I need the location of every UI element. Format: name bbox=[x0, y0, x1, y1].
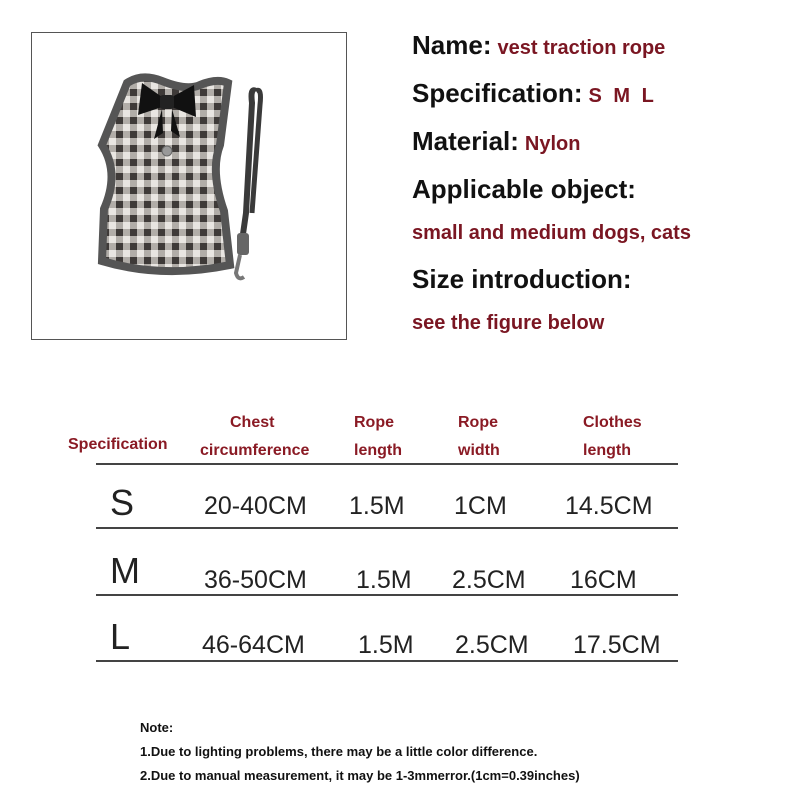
row-size-m: M bbox=[110, 550, 140, 591]
header-rope-width-2: width bbox=[458, 442, 500, 459]
header-chest-1: Chest bbox=[230, 414, 275, 431]
size-row bbox=[412, 264, 632, 295]
row-m-chest: 36-50CM bbox=[204, 566, 307, 594]
specification-row bbox=[412, 78, 657, 109]
header-specification: Specification bbox=[68, 436, 168, 453]
row-s-clothes-length: 14.5CM bbox=[565, 492, 653, 520]
table-divider bbox=[96, 660, 678, 662]
header-clothes-length-1: Clothes bbox=[583, 414, 642, 431]
leash-icon bbox=[236, 90, 261, 278]
row-s-rope-width: 1CM bbox=[454, 492, 507, 520]
specification-label: Specification: bbox=[412, 78, 583, 108]
header-clothes-length-2: length bbox=[583, 442, 631, 459]
header-rope-width-1: Rope bbox=[458, 414, 498, 431]
size-value-row bbox=[412, 312, 604, 335]
row-size-l: L bbox=[110, 616, 131, 657]
product-photo bbox=[31, 32, 347, 340]
size-label: Size introduction: bbox=[412, 264, 632, 294]
row-m-clothes-length: 16CM bbox=[570, 566, 637, 594]
row-m-rope-length: 1.5M bbox=[356, 566, 412, 594]
size-value: see the figure below bbox=[412, 312, 605, 334]
name-label: Name: bbox=[412, 30, 492, 60]
row-l-rope-width: 2.5CM bbox=[455, 631, 529, 659]
row-s-chest: 20-40CM bbox=[204, 492, 307, 520]
note-line-2: 2.Due to manual measurement, it may be 1-3mmerror.(1cm=0.39inches) bbox=[140, 768, 580, 783]
name-value: vest traction rope bbox=[497, 37, 666, 59]
notes-title: Note: bbox=[140, 720, 174, 735]
table-divider bbox=[96, 463, 678, 465]
header-chest-2: circumference bbox=[200, 442, 310, 459]
object-label: Applicable object: bbox=[412, 174, 636, 204]
header-rope-length-1: Rope bbox=[354, 414, 394, 431]
header-rope-length-2: length bbox=[354, 442, 402, 459]
notes bbox=[140, 720, 580, 792]
material-value: Nylon bbox=[524, 133, 581, 155]
object-value-row bbox=[412, 222, 691, 245]
harness-illustration bbox=[32, 33, 348, 341]
material-row bbox=[412, 126, 580, 157]
row-l-clothes-length: 17.5CM bbox=[573, 631, 661, 659]
name-row bbox=[412, 30, 665, 61]
row-l-rope-length: 1.5M bbox=[358, 631, 414, 659]
material-label: Material: bbox=[412, 126, 519, 156]
object-row bbox=[412, 174, 636, 205]
table-divider bbox=[96, 527, 678, 529]
row-m-rope-width: 2.5CM bbox=[452, 566, 526, 594]
note-line-1: 1.Due to lighting problems, there may be a little color difference. bbox=[140, 744, 538, 759]
row-s-rope-length: 1.5M bbox=[349, 492, 405, 520]
object-value: small and medium dogs, cats bbox=[412, 222, 691, 244]
row-size-s: S bbox=[110, 482, 135, 523]
row-l-chest: 46-64CM bbox=[202, 631, 305, 659]
specification-value: S M L bbox=[588, 85, 657, 107]
